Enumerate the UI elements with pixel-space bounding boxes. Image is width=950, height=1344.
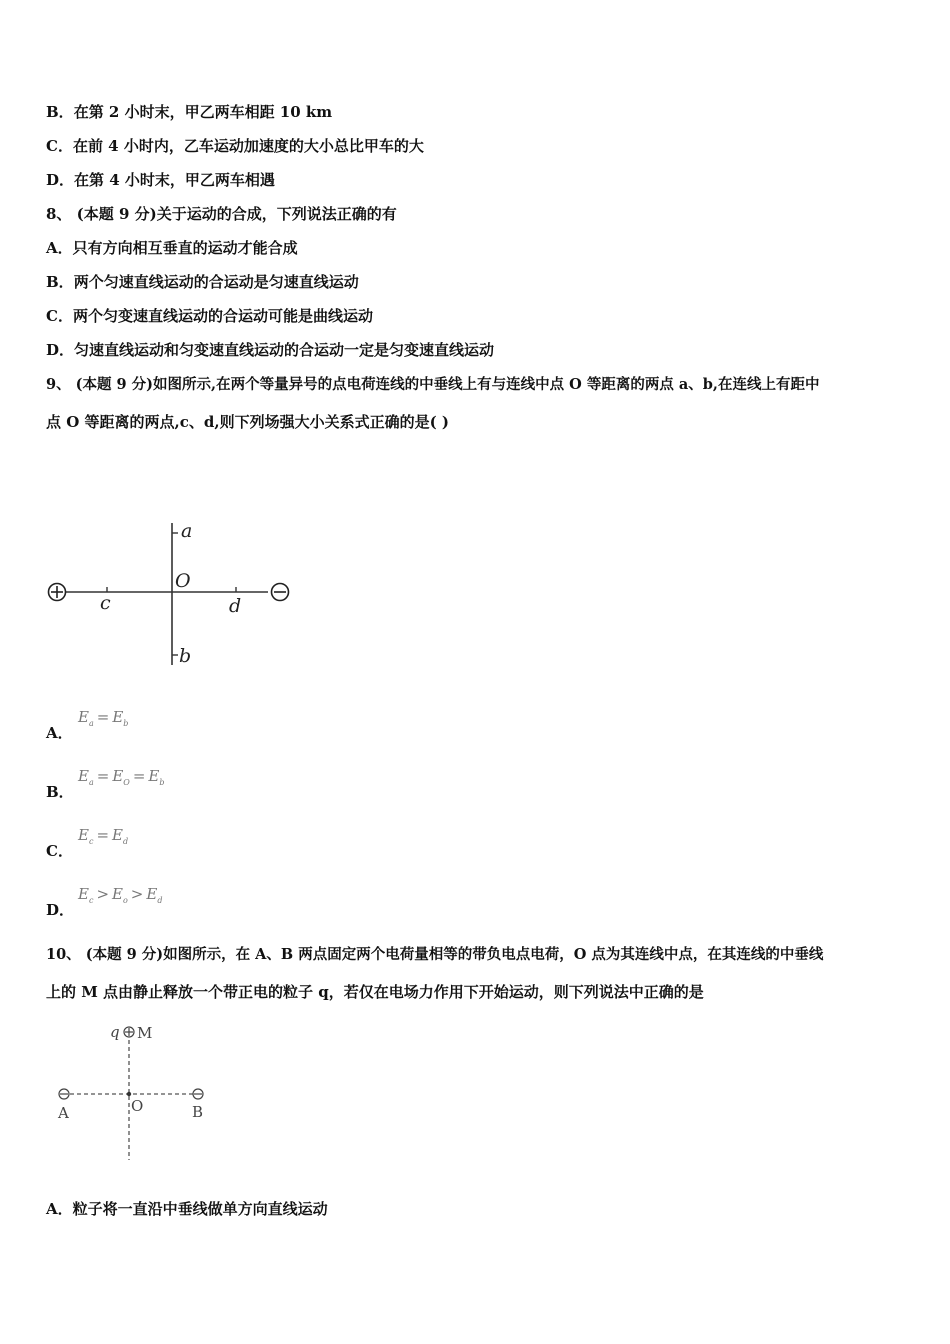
option-text: 两个匀速直线运动的合运动是匀速直线运动 xyxy=(73,273,359,291)
q10-option-a xyxy=(46,1199,328,1219)
q9-stem-line2: 点 O 等距离的两点,c、d,则下列场强大小关系式正确的是( ) xyxy=(46,413,449,431)
q7-option-b xyxy=(46,102,332,122)
q9-option-a-letter: A． xyxy=(46,724,73,742)
label-m: M xyxy=(137,1024,153,1042)
q9-stem-line1: 9、 (本题 9 分)如图所示,在两个等量异号的点电荷连线的中垂线上有与连线中点 O 等距离的两点 a、b,在连线上有距中 xyxy=(46,376,820,393)
q9-option-c-formula: $E_c = E_d$ xyxy=(78,826,129,846)
q10-stem-line1: 10、 (本题 9 分)如图所示，在 A、B 两点固定两个电荷量相等的带负电点电荷，O 点为其连线中点，在其连线的中垂线 xyxy=(46,946,824,963)
option-text: 在第 2 小时末，甲乙两车相距 10 km xyxy=(73,103,333,121)
q9-option-b-formula: $E_a = E_O = E_b$ xyxy=(78,767,165,787)
q10-stem-line2: 上的 M 点由静止释放一个带正电的粒子 q，若仅在电场力作用下开始运动，则下列说法中正确的是 xyxy=(46,983,704,1001)
option-letter: D． xyxy=(46,171,75,189)
label-o: O xyxy=(131,1097,144,1115)
q8-option-d xyxy=(46,340,494,360)
label-q: q xyxy=(110,1023,120,1041)
q8-option-c xyxy=(46,306,373,326)
q8-option-b xyxy=(46,272,359,292)
q10-figure xyxy=(50,1018,220,1166)
q9-option-d-letter: D． xyxy=(46,901,75,919)
option-letter: A． xyxy=(46,1200,73,1218)
q7-option-d xyxy=(46,170,275,190)
option-letter: A． xyxy=(46,239,73,257)
option-text: 在前 4 小时内，乙车运动加速度的大小总比甲车的大 xyxy=(72,137,424,155)
positive-particle-icon xyxy=(124,1027,134,1037)
label-o: O xyxy=(175,570,191,592)
label-b: B xyxy=(192,1103,204,1121)
label-a: a xyxy=(181,520,193,542)
option-letter: B． xyxy=(46,103,74,121)
q8-option-a xyxy=(46,238,298,258)
q9-option-a-formula: $E_a = E_b$ xyxy=(78,708,129,728)
option-text: 匀速直线运动和匀变速直线运动的合运动一定是匀变速直线运动 xyxy=(74,341,495,359)
negative-charge-b-icon xyxy=(193,1089,203,1099)
option-text: 粒子将一直沿中垂线做单方向直线运动 xyxy=(72,1200,328,1218)
option-letter: C． xyxy=(46,137,73,155)
option-text: 两个匀变速直线运动的合运动可能是曲线运动 xyxy=(72,307,373,325)
label-d: d xyxy=(229,595,242,617)
q9-option-b-letter: B． xyxy=(46,783,74,801)
option-letter: B． xyxy=(46,273,74,291)
q9-figure xyxy=(40,515,300,675)
option-letter: D． xyxy=(46,341,75,359)
q8-stem: 8、 (本题 9 分)关于运动的合成，下列说法正确的有 xyxy=(46,205,397,223)
q7-option-c xyxy=(46,136,424,156)
positive-charge-icon xyxy=(49,584,66,601)
label-a: A xyxy=(58,1104,69,1122)
negative-charge-icon xyxy=(272,584,289,601)
option-letter: C． xyxy=(46,307,73,325)
q9-option-d-formula: $E_c > E_o > E_d$ xyxy=(78,885,163,905)
option-text: 只有方向相互垂直的运动才能合成 xyxy=(72,239,298,257)
midpoint-dot xyxy=(127,1092,131,1096)
label-c: c xyxy=(100,592,111,614)
option-text: 在第 4 小时末，甲乙两车相遇 xyxy=(74,171,275,189)
negative-charge-a-icon xyxy=(59,1089,69,1099)
label-b: b xyxy=(179,645,192,667)
q9-option-c-letter: C． xyxy=(46,842,73,860)
